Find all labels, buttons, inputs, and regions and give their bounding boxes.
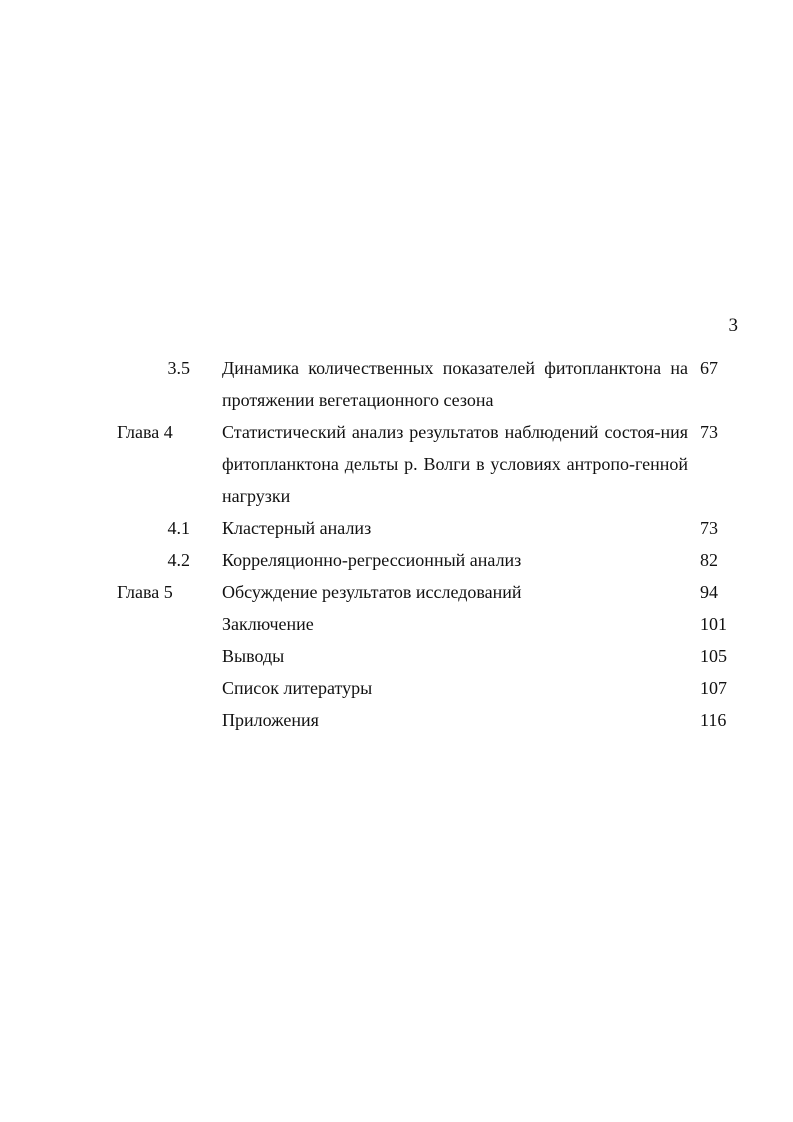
toc-entry-title: Выводы: [222, 646, 285, 666]
toc-entry-4-1: [0, 512, 793, 544]
toc-entry-title: Заключение: [222, 614, 314, 634]
toc-entry-title: Список литературы: [222, 678, 373, 698]
toc-entry-page: 73: [700, 518, 718, 538]
toc-entry-appendices: [0, 704, 793, 736]
toc-entry-chapter-4: [0, 416, 793, 512]
toc-entry-label: 4.1: [167, 518, 190, 538]
toc-entry-page: 94: [700, 582, 718, 602]
toc-entry-page: 67: [700, 358, 718, 378]
toc-entry-findings: [0, 640, 793, 672]
toc-entry-title: Корреляционно-регрессионный анализ: [222, 550, 522, 570]
table-of-contents: [0, 352, 793, 736]
toc-entry-page: 107: [700, 678, 727, 698]
toc-entry-4-2: [0, 544, 793, 576]
toc-entry-title: Динамика количественных показателей фитопланктона на протяжении вегетационного сезона: [222, 358, 688, 410]
toc-entry-title: Кластерный анализ: [222, 518, 372, 538]
toc-entry-title: Приложения: [222, 710, 319, 730]
toc-entry-chapter-5: [0, 576, 793, 608]
toc-entry-label: 4.2: [167, 550, 190, 570]
toc-entry-references: [0, 672, 793, 704]
toc-entry-page: 116: [700, 710, 727, 730]
toc-entry-title: Статистический анализ результатов наблюдений состоя-ния фитопланктона дельты р. Волги в условиях антропо-генной нагрузки: [222, 422, 688, 506]
toc-entry-label: Глава 5: [117, 582, 173, 602]
toc-entry-page: 101: [700, 614, 727, 634]
toc-entry-3-5: [0, 352, 793, 416]
page-number: 3: [728, 315, 738, 336]
toc-entry-label: 3.5: [167, 358, 190, 378]
toc-entry-label: Глава 4: [117, 422, 173, 442]
toc-entry-page: 105: [700, 646, 727, 666]
toc-entry-title: Обсуждение результатов исследований: [222, 582, 522, 602]
toc-entry-page: 73: [700, 422, 718, 442]
toc-entry-conclusion: [0, 608, 793, 640]
toc-entry-page: 82: [700, 550, 718, 570]
